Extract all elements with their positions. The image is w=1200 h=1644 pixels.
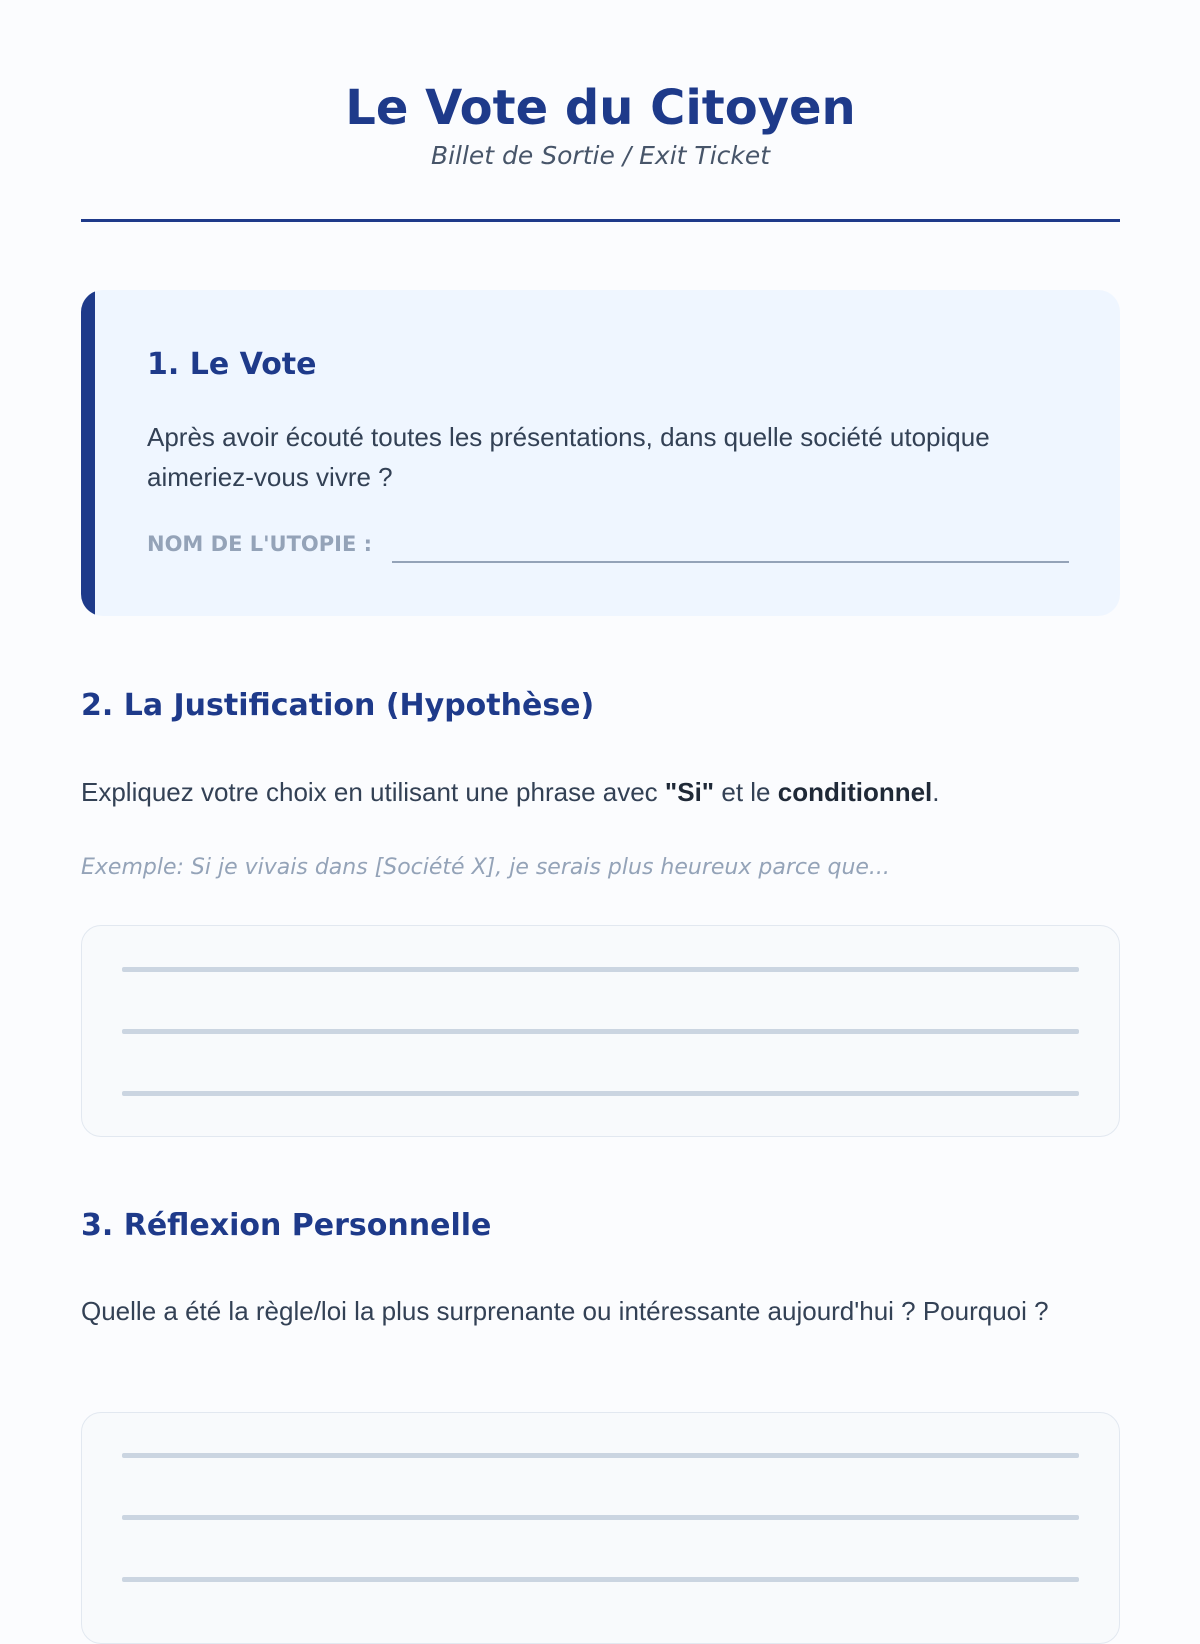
section-title-justification: 2. La Justification (Hypothèse) <box>81 688 595 723</box>
answer-line <box>122 1029 1079 1034</box>
answer-line <box>122 1453 1079 1458</box>
vote-card <box>81 290 1120 616</box>
justification-example: Exemple: Si je vivais dans [Société X], je serais plus heureux parce que... <box>81 855 890 880</box>
instruction-text-middle: et le <box>714 777 778 807</box>
instruction-bold-si: "Si" <box>664 777 715 807</box>
section-title-vote: 1. Le Vote <box>147 347 317 382</box>
answer-line <box>122 1577 1079 1582</box>
reflection-question: Quelle a été la règle/loi la plus surprenante ou intéressante aujourd'hui ? Pourquoi ? <box>81 1296 1049 1326</box>
reflection-answer-box[interactable] <box>81 1412 1120 1644</box>
answer-line <box>122 1091 1079 1096</box>
answer-line <box>122 1515 1079 1520</box>
page-title: Le Vote du Citoyen <box>345 80 856 136</box>
answer-line <box>122 967 1079 972</box>
header-divider <box>81 219 1120 222</box>
justification-instruction <box>81 772 1120 812</box>
instruction-bold-conditionnel: conditionnel <box>777 777 933 807</box>
section-title-reflection: 3. Réflexion Personnelle <box>81 1208 492 1243</box>
vote-question: Après avoir écouté toutes les présentations, dans quelle société utopique aimeriez-vous vivre ? <box>147 422 990 492</box>
page-header <box>81 78 1120 172</box>
exit-ticket-page <box>81 0 1120 1600</box>
utopia-name-label: NOM DE L'UTOPIE : <box>147 532 373 556</box>
card-accent-bar <box>81 290 95 616</box>
justification-answer-box[interactable] <box>81 925 1120 1137</box>
page-subtitle: Billet de Sortie / Exit Ticket <box>430 141 771 170</box>
instruction-text-start: Expliquez votre choix en utilisant une phrase avec <box>81 777 665 807</box>
instruction-text-end: . <box>932 777 940 807</box>
utopia-name-field[interactable] <box>392 561 1069 563</box>
